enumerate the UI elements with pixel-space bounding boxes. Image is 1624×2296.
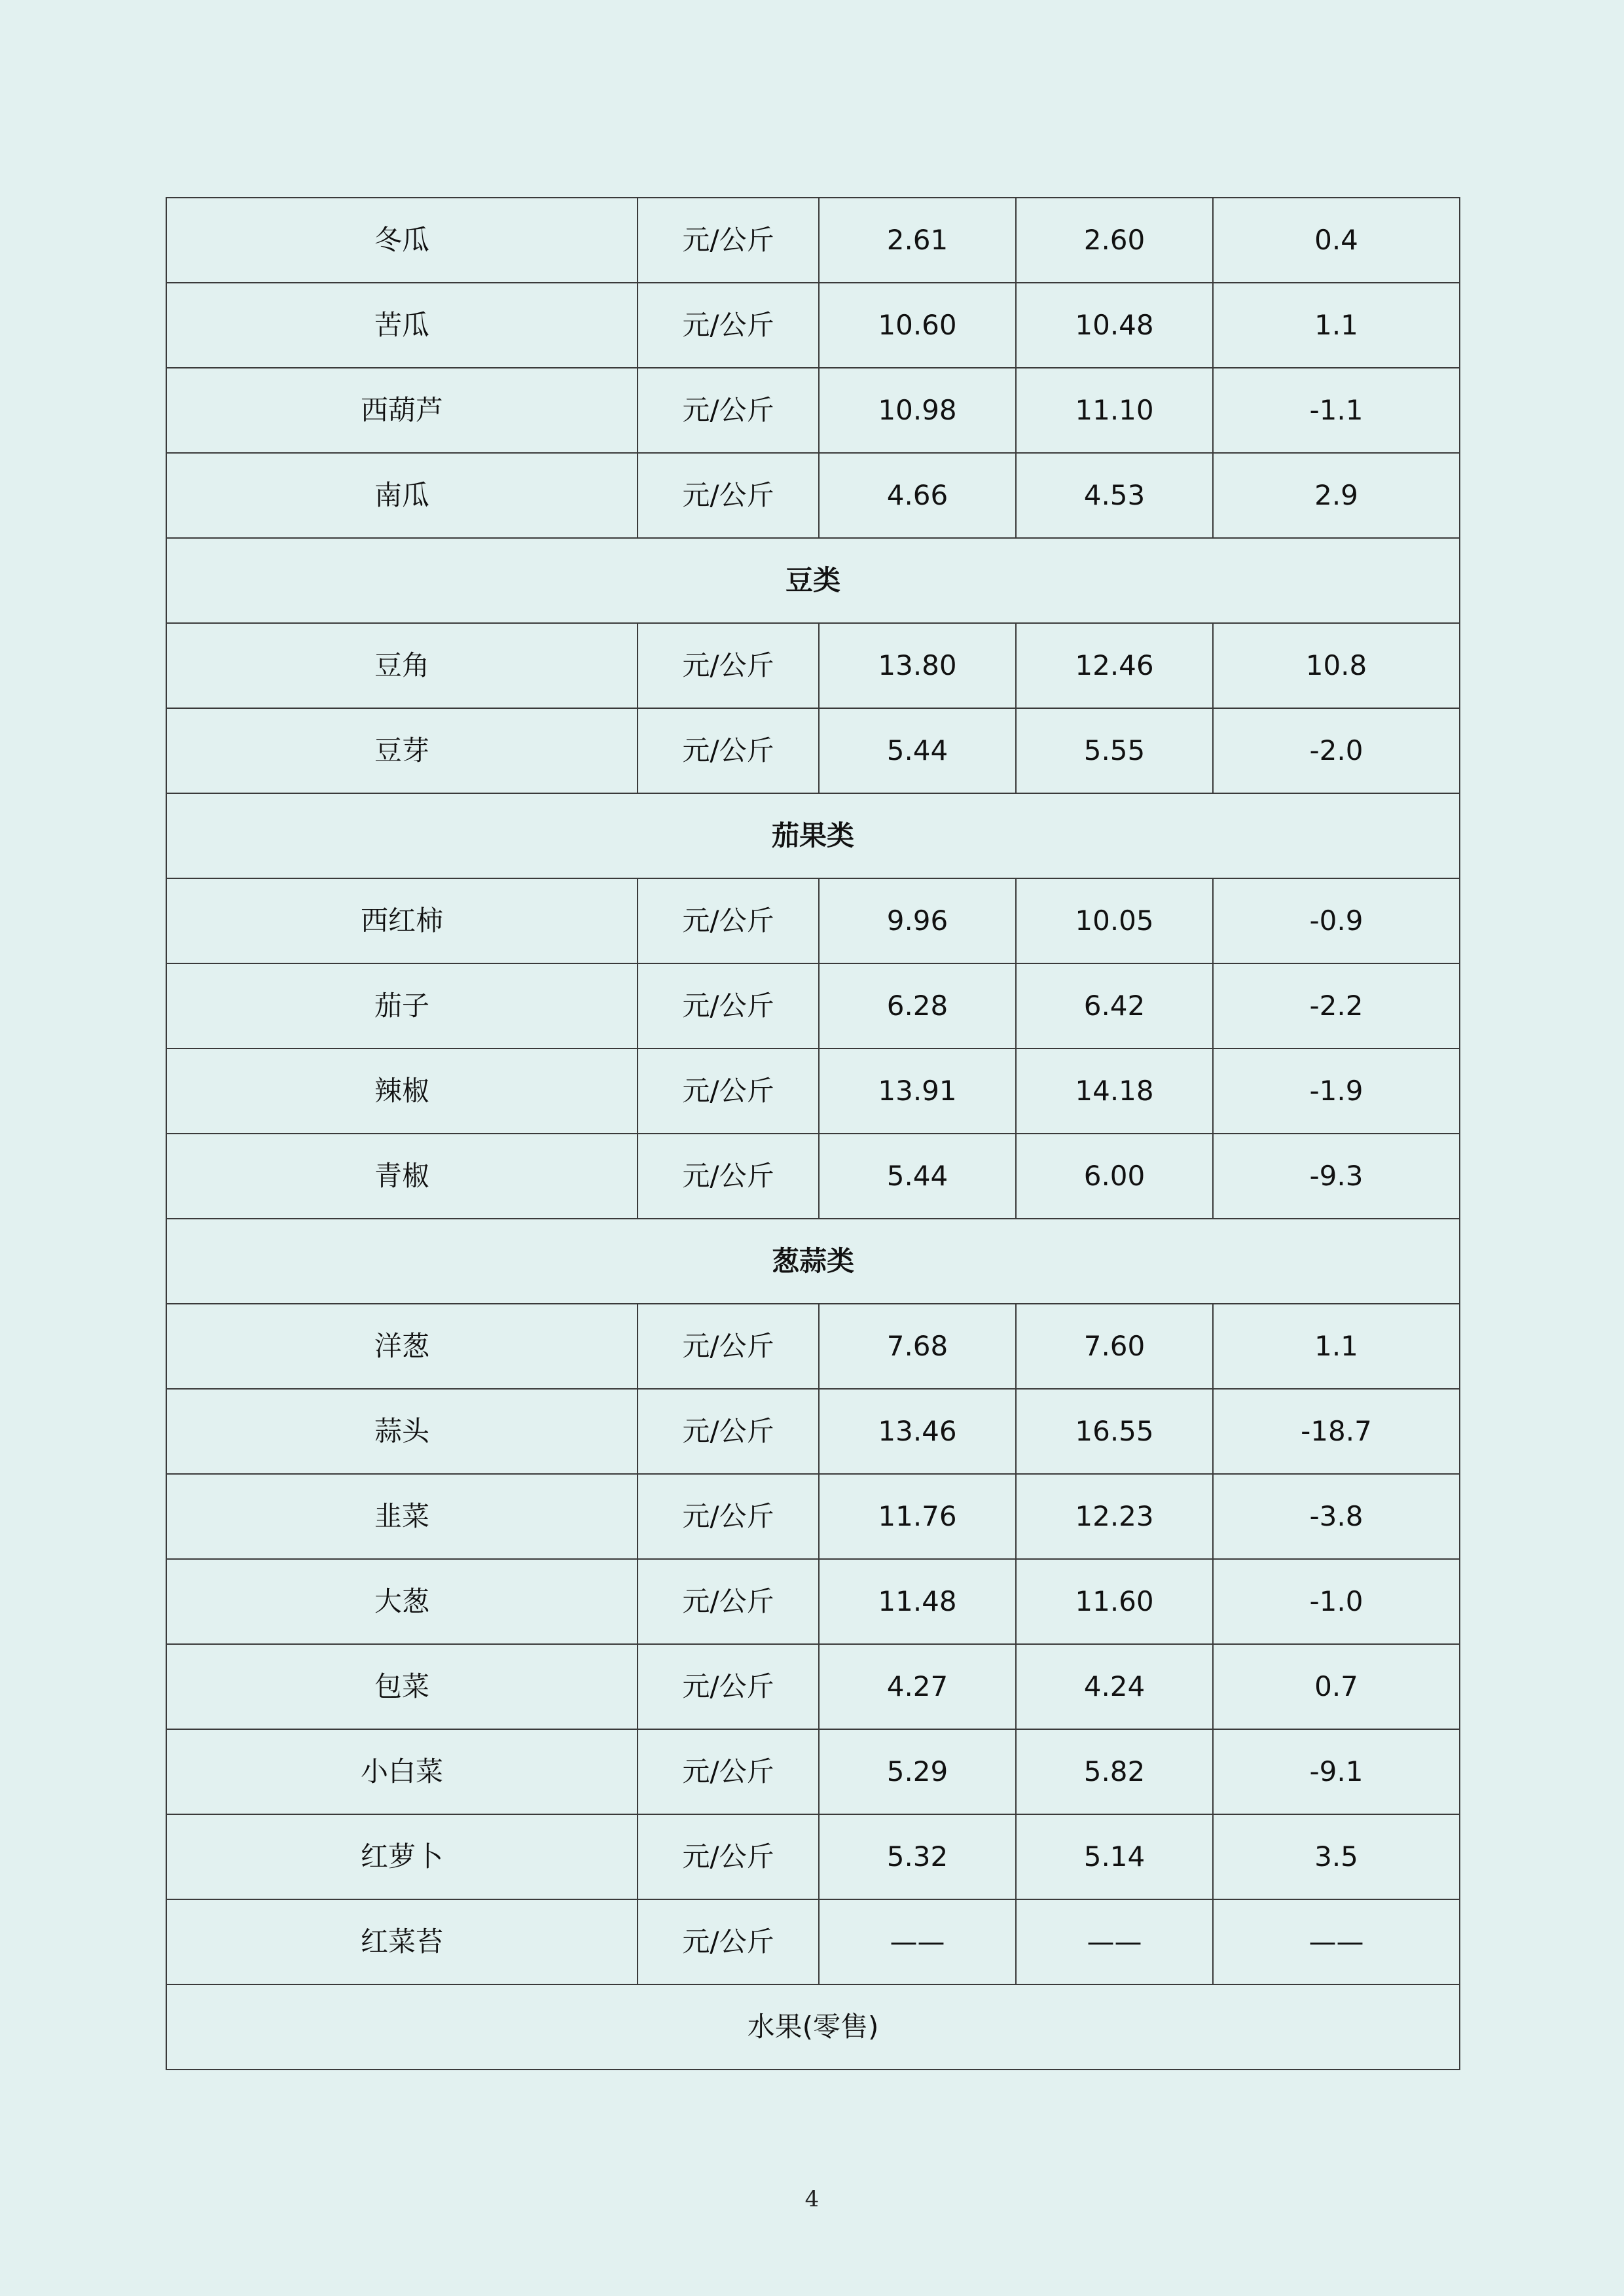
change-percent-cell: -9.1 [1213, 1729, 1460, 1814]
change-percent-cell: -1.9 [1213, 1049, 1460, 1134]
table-row [166, 1474, 1460, 1559]
change-percent-cell: -1.0 [1213, 1559, 1460, 1644]
table-body [166, 198, 1460, 2070]
current-price-cell: 9.96 [819, 878, 1016, 963]
previous-price-cell: 12.23 [1016, 1474, 1213, 1559]
item-name-cell: 西红柿 [166, 878, 638, 963]
item-name-cell: 蒜头 [166, 1389, 638, 1474]
table-row [166, 453, 1460, 538]
table-row [166, 1049, 1460, 1134]
change-percent-cell: 10.8 [1213, 623, 1460, 708]
category-title: 茄果类 [166, 793, 1460, 878]
previous-price-cell: —— [1016, 1899, 1213, 1984]
previous-price-cell: 4.24 [1016, 1644, 1213, 1729]
current-price-cell: 13.80 [819, 623, 1016, 708]
change-percent-cell: 2.9 [1213, 453, 1460, 538]
change-percent-cell: 1.1 [1213, 283, 1460, 368]
current-price-cell: 6.28 [819, 963, 1016, 1049]
unit-cell: 元/公斤 [638, 963, 819, 1049]
previous-price-cell: 4.53 [1016, 453, 1213, 538]
previous-price-cell: 5.55 [1016, 708, 1213, 793]
previous-price-cell: 11.10 [1016, 368, 1213, 453]
table-row [166, 1814, 1460, 1899]
category-title: 水果(零售) [166, 1984, 1460, 2070]
unit-cell: 元/公斤 [638, 1474, 819, 1559]
previous-price-cell: 16.55 [1016, 1389, 1213, 1474]
current-price-cell: 13.46 [819, 1389, 1016, 1474]
table-row [166, 198, 1460, 283]
unit-cell: 元/公斤 [638, 1729, 819, 1814]
previous-price-cell: 10.05 [1016, 878, 1213, 963]
unit-cell: 元/公斤 [638, 1134, 819, 1219]
unit-cell: 元/公斤 [638, 1304, 819, 1389]
previous-price-cell: 10.48 [1016, 283, 1213, 368]
price-table [166, 197, 1460, 2070]
item-name-cell: 南瓜 [166, 453, 638, 538]
previous-price-cell: 7.60 [1016, 1304, 1213, 1389]
item-name-cell: 洋葱 [166, 1304, 638, 1389]
item-name-cell: 大葱 [166, 1559, 638, 1644]
unit-cell: 元/公斤 [638, 1049, 819, 1134]
unit-cell: 元/公斤 [638, 1899, 819, 1984]
category-title: 葱蒜类 [166, 1219, 1460, 1304]
previous-price-cell: 2.60 [1016, 198, 1213, 283]
current-price-cell: 13.91 [819, 1049, 1016, 1134]
category-title: 豆类 [166, 538, 1460, 623]
unit-cell: 元/公斤 [638, 1814, 819, 1899]
current-price-cell: 10.98 [819, 368, 1016, 453]
previous-price-cell: 11.60 [1016, 1559, 1213, 1644]
change-percent-cell: -9.3 [1213, 1134, 1460, 1219]
unit-cell: 元/公斤 [638, 198, 819, 283]
category-header-row [166, 1984, 1460, 2070]
current-price-cell: —— [819, 1899, 1016, 1984]
item-name-cell: 红菜苔 [166, 1899, 638, 1984]
unit-cell: 元/公斤 [638, 1559, 819, 1644]
table-row [166, 1644, 1460, 1729]
previous-price-cell: 6.42 [1016, 963, 1213, 1049]
item-name-cell: 豆角 [166, 623, 638, 708]
item-name-cell: 小白菜 [166, 1729, 638, 1814]
change-percent-cell: 0.4 [1213, 198, 1460, 283]
unit-cell: 元/公斤 [638, 878, 819, 963]
category-header-row [166, 1219, 1460, 1304]
category-header-row [166, 538, 1460, 623]
previous-price-cell: 14.18 [1016, 1049, 1213, 1134]
table-row [166, 1559, 1460, 1644]
table-row [166, 623, 1460, 708]
item-name-cell: 包菜 [166, 1644, 638, 1729]
previous-price-cell: 5.14 [1016, 1814, 1213, 1899]
unit-cell: 元/公斤 [638, 1389, 819, 1474]
change-percent-cell: 3.5 [1213, 1814, 1460, 1899]
change-percent-cell: -1.1 [1213, 368, 1460, 453]
current-price-cell: 7.68 [819, 1304, 1016, 1389]
change-percent-cell: 1.1 [1213, 1304, 1460, 1389]
item-name-cell: 冬瓜 [166, 198, 638, 283]
change-percent-cell: -18.7 [1213, 1389, 1460, 1474]
unit-cell: 元/公斤 [638, 283, 819, 368]
item-name-cell: 青椒 [166, 1134, 638, 1219]
change-percent-cell: -0.9 [1213, 878, 1460, 963]
page-number: 4 [804, 2186, 820, 2212]
change-percent-cell: -3.8 [1213, 1474, 1460, 1559]
category-header-row [166, 793, 1460, 878]
change-percent-cell: 0.7 [1213, 1644, 1460, 1729]
unit-cell: 元/公斤 [638, 453, 819, 538]
table-row [166, 1389, 1460, 1474]
item-name-cell: 韭菜 [166, 1474, 638, 1559]
unit-cell: 元/公斤 [638, 1644, 819, 1729]
previous-price-cell: 12.46 [1016, 623, 1213, 708]
table-row [166, 1729, 1460, 1814]
unit-cell: 元/公斤 [638, 368, 819, 453]
current-price-cell: 11.76 [819, 1474, 1016, 1559]
table-row [166, 368, 1460, 453]
table-row [166, 708, 1460, 793]
unit-cell: 元/公斤 [638, 623, 819, 708]
current-price-cell: 5.44 [819, 708, 1016, 793]
previous-price-cell: 6.00 [1016, 1134, 1213, 1219]
table-row [166, 963, 1460, 1049]
table-row [166, 878, 1460, 963]
item-name-cell: 西葫芦 [166, 368, 638, 453]
change-percent-cell: -2.2 [1213, 963, 1460, 1049]
item-name-cell: 辣椒 [166, 1049, 638, 1134]
table-row [166, 283, 1460, 368]
current-price-cell: 5.29 [819, 1729, 1016, 1814]
item-name-cell: 苦瓜 [166, 283, 638, 368]
item-name-cell: 茄子 [166, 963, 638, 1049]
item-name-cell: 豆芽 [166, 708, 638, 793]
table-row [166, 1304, 1460, 1389]
unit-cell: 元/公斤 [638, 708, 819, 793]
current-price-cell: 4.66 [819, 453, 1016, 538]
item-name-cell: 红萝卜 [166, 1814, 638, 1899]
table-row [166, 1134, 1460, 1219]
change-percent-cell: —— [1213, 1899, 1460, 1984]
current-price-cell: 10.60 [819, 283, 1016, 368]
table-row [166, 1899, 1460, 1984]
current-price-cell: 5.44 [819, 1134, 1016, 1219]
change-percent-cell: -2.0 [1213, 708, 1460, 793]
current-price-cell: 5.32 [819, 1814, 1016, 1899]
current-price-cell: 4.27 [819, 1644, 1016, 1729]
previous-price-cell: 5.82 [1016, 1729, 1213, 1814]
current-price-cell: 11.48 [819, 1559, 1016, 1644]
current-price-cell: 2.61 [819, 198, 1016, 283]
